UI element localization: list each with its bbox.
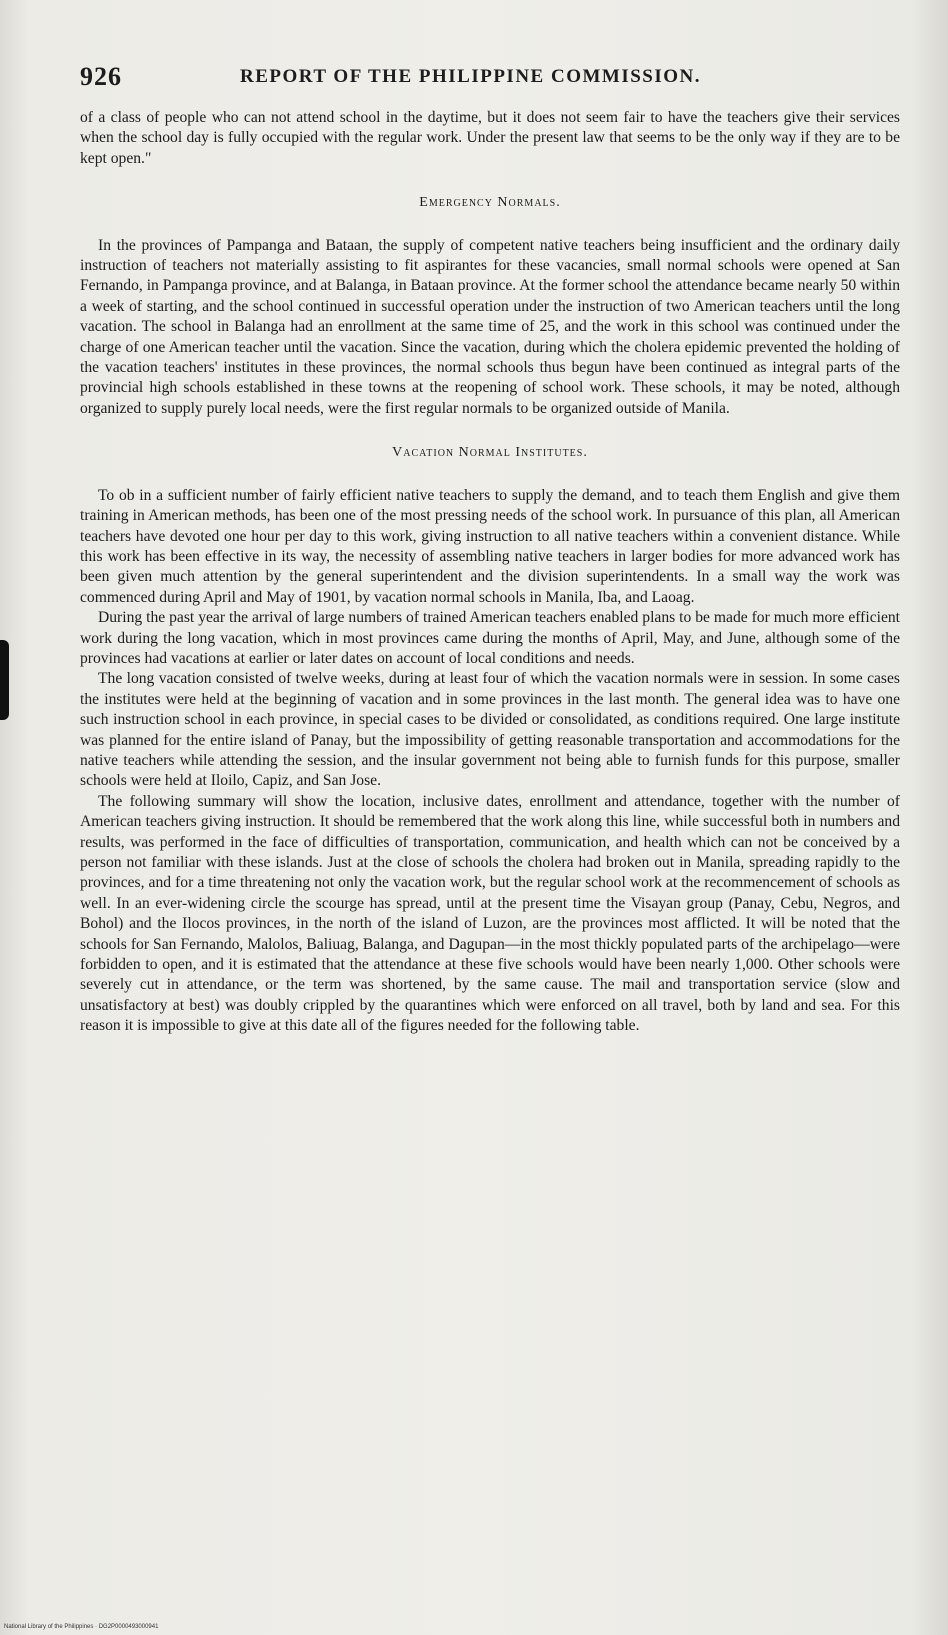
section-heading-vacation-normal-institutes: Vacation Normal Institutes. [392,445,588,461]
section-heading-emergency-normals: Emergency Normals. [419,195,561,211]
paragraph-vacation-3: The long vacation consisted of twelve weeks, during at least four of which the vacation normals were in session. In some cases the institutes were held at the beginning of vacation and in some provinces in the last month. The general idea was to have one such instruction school in each province, in special cases to be divided or consolidated, as conditions required. One large institute was planned for the entire island of Panay, but the impossibility of getting reasonable transportation and accommodations for the native teachers while attending the session, and the insular government not being able to furnish funds for this purpose, smaller schools were held at Iloilo, Capiz, and San Jose. [80,670,900,790]
running-title: REPORT OF THE PHILIPPINE COMMISSION. [240,66,702,87]
paragraph-emergency-normals: In the provinces of Pampanga and Bataan, the supply of competent native teachers being insufficient and the ordinary daily instruction of teachers not materially assisting to fit aspirantes for these vacancies, small normal schools were opened at San Fernando, in Pampanga province, and at Balanga, in Bataan province. At the former school the attendance became nearly 50 within a week of starting, and the school continued in successful operation under the instruction of two American teachers until the long vacation. The school in Balanga had an enrollment at the same time of 25, and the work in this school was continued under the charge of one American teacher until the vacation. Since the vacation, during which the cholera epidemic prevented the holding of the vacation teachers' institutes in these provinces, the normal schools thus begun have been continued as integral parts of the provincial high schools established in these towns at the reopening of school work. These schools, it may be noted, although organized to supply purely local needs, were the first regular normals to be organized outside of Manila. [80,236,900,417]
footer-credit: National Library of the Philippines · DG2P0000493000941 [4,1624,159,1630]
paragraph-vacation-2: During the past year the arrival of large numbers of trained American teachers enabled plans to be made for much more efficient work during the long vacation, which in most provinces came during the months of April, May, and June, although some of the provinces had vacations at earlier or later dates on account of local conditions and needs. [80,609,900,667]
page-number: 926 [80,62,122,91]
running-head [80,58,900,98]
paragraph-vacation-1: To ob in a sufficient number of fairly efficient native teachers to supply the demand, and to teach them English and give them training in American methods, has been one of the most pressing needs of the school work. In pursuance of this plan, all American teachers have devoted one hour per day to this work, giving instruction to all native teachers within a convenient distance. While this work has been effective in its way, the necessity of assembling native teachers in larger bodies for more advanced work has been given much attention by the general superintendent and the division superintendents. In a small way the work was commenced during April and May of 1901, by vacation normal schools in Manila, Iba, and Laoag. [80,486,900,606]
paragraph-continued: of a class of people who can not attend school in the daytime, but it does not seem fair to have the teachers give their services when the school day is fully occupied with the regular work. Under the present law that seems to be the only way if they are to be kept open." [80,109,900,167]
binding-edge-mark [0,640,9,720]
body-text [80,108,900,1037]
paragraph-vacation-4: The following summary will show the location, inclusive dates, enrollment and attendance, together with the number of American teachers giving instruction. It should be remembered that the work along this line, while successful both in numbers and results, was performed in the face of difficulties of transportation, communication, and health which can not be conceived by a person not familiar with these islands. Just at the close of schools the cholera had broken out in Manila, spreading rapidly to the provinces, and for a time threatening not only the vacation work, but the regular school work at the recommencement of schools as well. In an ever-widening circle the scourge has spread, until at the present time the Visayan group (Panay, Cebu, Negros, and Bohol) and the Ilocos provinces, in the north of the island of Luzon, are the provinces most afflicted. It will be noted that the schools for San Fernando, Malolos, Baliuag, Balanga, and Dagupan—in the most thickly populated parts of the archipelago—were forbidden to open, and it is estimated that the attendance at these five schools would have been nearly 1,000. Other schools were severely cut in attendance, or the term was shortened, by the same cause. The mail and transportation service (slow and unsatisfactory at best) was doubly crippled by the quarantines which were enforced on all travel, both by land and sea. For this reason it is impossible to give at this date all of the figures needed for the following table. [80,792,900,1035]
